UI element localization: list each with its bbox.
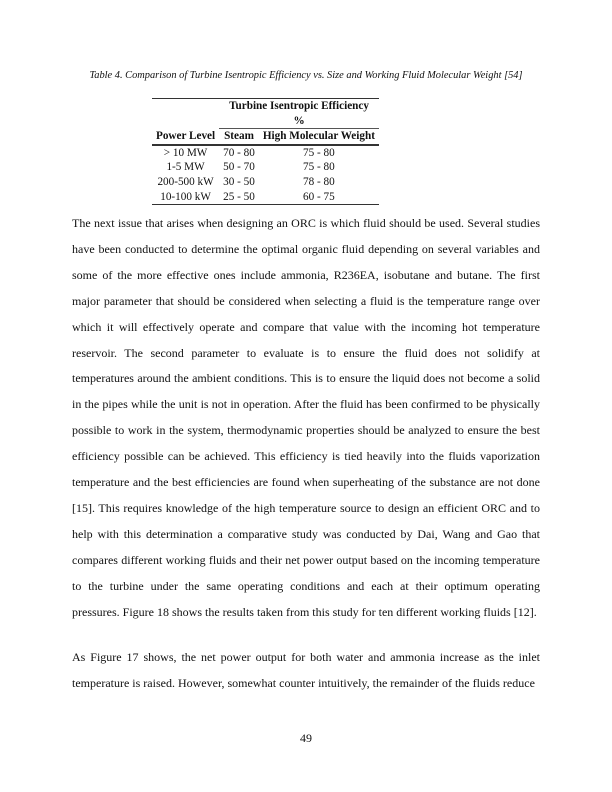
column-header-row [152,129,379,145]
table-caption: Table 4. Comparison of Turbine Isentropic Efficiency vs. Size and Working Fluid Molecular Weight [54] [89,70,523,81]
paragraph-line: possible to work in the system, thermodynamic properties should be analyzed to ensure the best [72,423,540,438]
paragraph-line: help with this determination a comparative study was conducted by Dai, Wang and Gao that [72,526,540,541]
column-header: High Molecular Weight [259,129,379,145]
table-cell: 70 - 80 [223,146,255,159]
paragraph-line: temperatures around the ambient conditions. This is to ensure the liquid does not become a solid [72,371,540,386]
table-cell: > 10 MW [163,146,208,159]
table-cell: 25 - 50 [219,190,259,205]
group-header-unit: % [219,114,379,129]
paragraph-line: temperature and the best efficiencies are found when superheating of the substance are not done [72,475,540,489]
paragraph-line: compares different working fluids and their net power output based on the incoming temperature [72,552,540,567]
paragraph-line: have been conducted to determine the optimal organic fluid depending on several variables and [72,241,540,256]
table-row [152,175,379,190]
efficiency-table [152,98,379,205]
column-header: Steam [219,129,259,145]
table-cell: 60 - 75 [259,190,379,205]
paragraph-line: reservoir. The second parameter to evaluate is to ensure the fluid does not solidify at [72,345,540,360]
paragraph-line: pressures. Figure 18 shows the results taken from this study for ten different working fluids [12]. [72,604,537,619]
paragraph-line: to the turbine under the same operating conditions and each at their optimum operating [72,578,540,593]
table-row [152,160,379,175]
table-cell: 1-5 MW [166,161,205,174]
table-cell: 78 - 80 [303,175,335,188]
paragraph-line: As Figure 17 shows, the net power output for both water and ammonia increase as the inlet [72,650,540,664]
page-number: 49 [300,731,312,745]
table-cell: 200-500 kW [157,175,214,188]
paragraph-line: major parameter that should be considered when selecting a fluid is the temperature range over [72,293,540,308]
paragraph-line: The next issue that arises when designing an ORC is which fluid should be used. Several studies [72,216,540,230]
paragraph-line: some of the more effective ones include ammonia, R236EA, isobutane and butane. The first [72,267,540,282]
table-row [152,145,379,161]
paragraph-line: temperature is raised. However, somewhat counter intuitively, the remainder of the fluids reduce [72,675,535,690]
table-cell: 50 - 70 [223,161,255,174]
paragraph-line: [15]. This requires knowledge of the high temperature source to design an efficient ORC and to [72,500,540,515]
table-row [152,190,379,205]
table-cell: 75 - 80 [303,161,335,174]
group-header: Turbine Isentropic Efficiency [219,99,379,114]
column-header: Power Level [152,129,219,145]
paragraph-line: which it will effectively operate and compare that value with the incoming hot temperature [72,319,540,334]
table-cell: 75 - 80 [303,146,335,159]
table-cell: 10-100 kW [152,190,219,205]
paragraph-line: in the pipes while the unit is not in operation. After the fluid has been confirmed to be physically [72,397,540,412]
table-cell: 30 - 50 [223,175,255,188]
paragraph-line: efficiency possible can be achieved. This efficiency is tied heavily into the fluids vaporization [72,449,540,464]
